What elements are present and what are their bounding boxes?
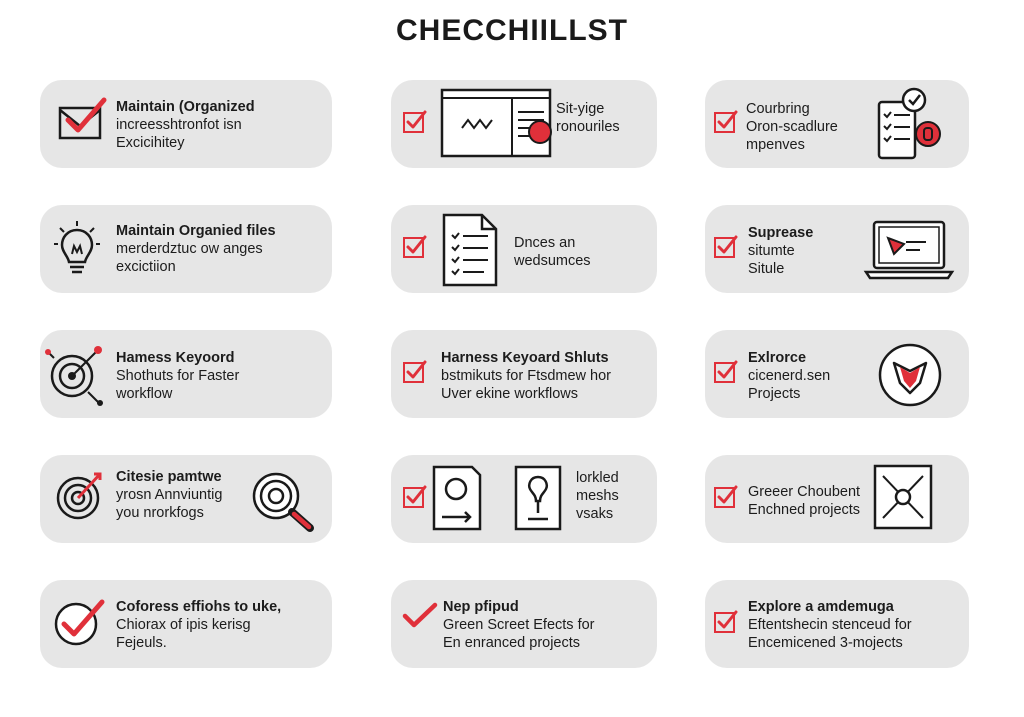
card-text-15: Explore a amdemuga Eftentshecin stenceud for Encemicened 3-mojects (748, 599, 912, 651)
card-text-13: Coforess effiohs to uke, Chiorax of ipis kerisg Fejeuls. (116, 599, 282, 651)
card-text-5: Dnces an wedsumces (514, 235, 591, 269)
laptop-icon (866, 220, 952, 280)
card-text-2: Sit-yige ronouriles (556, 101, 620, 135)
badge-emblem-icon (878, 343, 942, 407)
clipboard-checklist-icon (876, 88, 946, 164)
crosshair-box-icon (873, 464, 933, 530)
target-icon (46, 346, 106, 406)
circle-check-icon (54, 598, 110, 648)
card-text-12: Greeer Choubent Enchned projects (748, 484, 861, 518)
checkbox-icon[interactable] (714, 360, 738, 384)
document-pair-icon (432, 463, 562, 533)
envelope-check-icon (56, 96, 108, 144)
checkmark-icon (402, 602, 438, 630)
checkbox-icon[interactable] (714, 610, 738, 634)
lightbulb-icon (54, 220, 100, 278)
card-text-14: Nep pfipud Green Screet Efects for En enranced projects (443, 599, 595, 651)
card-text-9: Exlrorce cicenerd.sen Projects (748, 350, 831, 402)
checkbox-icon[interactable] (403, 360, 427, 384)
checkbox-icon[interactable] (714, 235, 738, 259)
checkbox-icon[interactable] (403, 110, 427, 134)
card-text-11: lorkled meshs vsaks (576, 470, 619, 522)
card-text-7: Hamess Keyoord Shothuts for Faster workflow (116, 350, 240, 402)
magnifier-icon (250, 470, 316, 532)
page-title: CHECCHIILLST (396, 14, 628, 47)
card-text-8: Harness Keyoard Shluts bstmikuts for Ftsdmew hor Uver ekine workflows (441, 350, 612, 402)
bullseye-icon (54, 470, 106, 522)
checkbox-icon[interactable] (714, 485, 738, 509)
checkbox-icon[interactable] (403, 235, 427, 259)
document-window-icon (440, 88, 558, 160)
card-text-1: Maintain (Organized increesshtronfot isn Excicihitey (116, 99, 255, 151)
checkbox-icon[interactable] (714, 110, 738, 134)
card-text-6: Suprease situmte Situle (748, 225, 814, 277)
document-list-icon (440, 213, 500, 287)
card-text-10: Citesie pamtwe yrosn Annviuntig you nrorkfogs (116, 469, 223, 521)
checkbox-icon[interactable] (403, 485, 427, 509)
card-text-4: Maintain Organied files merderdztuc ow anges excictiion (116, 223, 276, 275)
card-text-3: Courbring Oron-scadlure mpenves (746, 101, 838, 153)
